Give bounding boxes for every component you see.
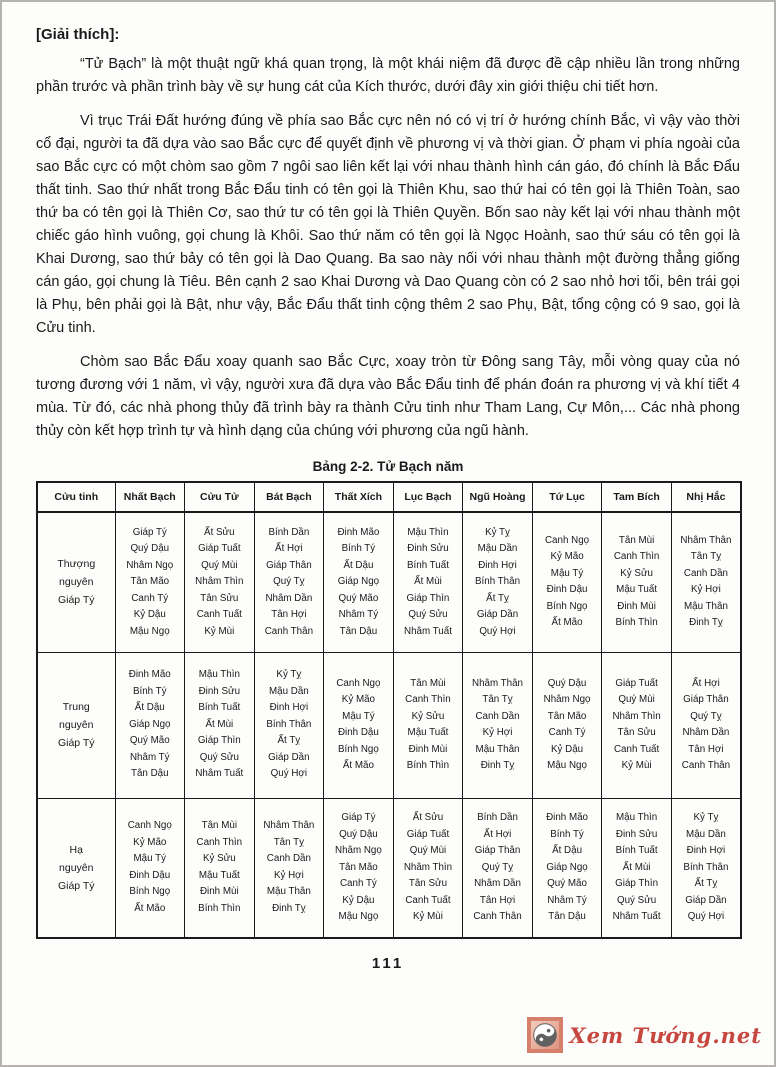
page-content: [2, 2, 774, 972]
table-cell: Đinh Mão Bính Tý Ất Dậu Giáp Ngọ Quý Mão Nhâm Tý Tân Dậu: [324, 512, 394, 652]
tu-bach-year-table: [36, 481, 742, 939]
column-header-5: Lục Bạch: [393, 482, 463, 512]
table-cell: Canh Ngọ Kỷ Mão Mậu Tý Đinh Dậu Bính Ngọ Ất Mão: [115, 798, 185, 938]
column-header-7: Tứ Lục: [532, 482, 602, 512]
table-cell: Ất Sửu Giáp Tuất Quý Mùi Nhâm Thìn Tân Sửu Canh Tuất Kỷ Mùi: [393, 798, 463, 938]
table-cell: Canh Ngọ Kỷ Mão Mậu Tý Đinh Dậu Bính Ngọ Ất Mão: [532, 512, 602, 652]
table-cell: Tân Mùi Canh Thìn Kỷ Sửu Mậu Tuất Đinh Mùi Bính Thìn: [393, 652, 463, 798]
column-header-8: Tam Bích: [602, 482, 672, 512]
table-cell: Tân Mùi Canh Thìn Kỷ Sửu Mậu Tuất Đinh Mùi Bính Thìn: [602, 512, 672, 652]
table-cell: Ất Hợi Giáp Thân Quý Tỵ Nhâm Dần Tân Hợi Canh Thân: [671, 652, 741, 798]
column-header-3: Bát Bạch: [254, 482, 324, 512]
section-heading: [Giải thích]:: [36, 26, 120, 43]
table-cell: Quý Dậu Nhâm Ngọ Tân Mão Canh Tý Kỷ Dậu Mậu Ngọ: [532, 652, 602, 798]
table-cell: Nhâm Thân Tân Tỵ Canh Dần Kỷ Hợi Mậu Thân Đinh Tỵ: [254, 798, 324, 938]
table-body: [37, 512, 741, 938]
table-header-row: [37, 482, 741, 512]
page-number: 111: [371, 955, 405, 972]
table-row-group-1: [37, 512, 741, 652]
table-cell: Ất Sửu Giáp Tuất Quý Mùi Nhâm Thìn Tân Sửu Canh Tuất Kỷ Mùi: [185, 512, 255, 652]
paragraph-2: Vì trục Trái Đất hướng đúng về phía sao Bắc cực nên nó có vị trí ở hướng chính Bắc, vì vậy vào thời cổ đại, người ta đã dựa vào sao Bắc cực để quyết định về phương vị và thời gian. Ở phạm vi phía ngoài của sao Bắc cực có một chòm sao gồm 7 ngôi sao liên kết lại với nhau thành hình cán gáo, đó chính là Bắc Đẩu thất tinh. Sao thứ nhất trong Bắc Đẩu tinh có tên gọi là Thiên Khu, sao thứ hai có tên gọi là Thiên Toàn, sao thứ ba có tên gọi là Thiên Cơ, sao thứ tư có tên gọi là Thiên Quyền. Bốn sao này kết lại với nhau thành một chiếc gáo hình vuông, gọi chung là Khôi. Sao thứ năm có tên gọi là Ngọc Hoành, sao thứ sáu có tên gọi là Khai Dương, sao thứ bảy có tên gọi là Dao Quang. Ba sao này nối với nhau thành một đường thẳng giống cán gáo, gọi chung là Tiêu. Bên cạnh 2 sao Khai Dương và Dao Quang còn có 2 sao nhỏ hơi tối, bên trái gọi là Phụ, bên phải gọi là Bật, như vậy, Bắc Đẩu thất tinh cộng thêm 2 sao Phụ, Bật, tổng cộng có 9 sao, gọi là Cửu tinh.: [36, 113, 740, 336]
row-group-label: Trung nguyên Giáp Tý: [37, 652, 115, 798]
table-cell: Nhâm Thân Tân Tỵ Canh Dần Kỷ Hợi Mậu Thân Đinh Tỵ: [463, 652, 533, 798]
table-cell: Canh Ngọ Kỷ Mão Mậu Tý Đinh Dậu Bính Ngọ Ất Mão: [324, 652, 394, 798]
column-header-2: Cửu Tử: [185, 482, 255, 512]
table-cell: Kỷ Tỵ Mậu Dần Đinh Hợi Bính Thân Ất Tỵ Giáp Dần Quý Hợi: [463, 512, 533, 652]
paragraph-1: “Tử Bạch” là một thuật ngữ khá quan trọng, là một khái niệm đã được đề cập nhiều lần trong những phần trước và phần trình bày về sự hung cát của Kích thước, dưới đây xin giới thiệu chi tiết hơn.: [36, 56, 740, 95]
column-header-9: Nhị Hắc: [671, 482, 741, 512]
table-cell: Mậu Thìn Đinh Sửu Bính Tuất Ất Mùi Giáp Thìn Quý Sửu Nhâm Tuất: [393, 512, 463, 652]
corner-header: Cửu tinh: [37, 482, 115, 512]
table-cell: Kỷ Tỵ Mậu Dần Đinh Hợi Bính Thân Ất Tỵ Giáp Dần Quý Hợi: [671, 798, 741, 938]
table-cell: Giáp Tý Quý Dậu Nhâm Ngọ Tân Mão Canh Tý Kỷ Dậu Mậu Ngọ: [324, 798, 394, 938]
table-cell: Bính Dần Ất Hợi Giáp Thân Quý Tỵ Nhâm Dần Tân Hợi Canh Thân: [463, 798, 533, 938]
table-cell: Mậu Thìn Đinh Sửu Bính Tuất Ất Mùi Giáp Thìn Quý Sửu Nhâm Tuất: [602, 798, 672, 938]
yin-yang-icon: [527, 1017, 563, 1053]
column-header-6: Ngũ Hoàng: [463, 482, 533, 512]
watermark: [527, 1017, 762, 1053]
row-group-label: Hạ nguyên Giáp Tý: [37, 798, 115, 938]
table-cell: Nhâm Thân Tân Tỵ Canh Dần Kỷ Hợi Mậu Thân Đinh Tỵ: [671, 512, 741, 652]
paragraph-3: Chòm sao Bắc Đẩu xoay quanh sao Bắc Cực, xoay tròn từ Đông sang Tây, mỗi vòng quay của nó tương đương với 1 năm, vì vậy, người xưa đã dựa vào Bắc Đẩu tinh để phán đoán ra phương vị và khí tiết 4 mùa. Từ đó, các nhà phong thủy đã trình bày ra thành Cửu tinh như Tham Lang, Cự Môn,... Các nhà phong thủy còn kết hợp trình tự và hình dạng của chúng với phương của ngũ hành.: [36, 354, 740, 439]
brand-text: Xem Tướng.net: [569, 1022, 762, 1048]
table-cell: Kỷ Tỵ Mậu Dần Đinh Hợi Bính Thân Ất Tỵ Giáp Dần Quý Hợi: [254, 652, 324, 798]
table-cell: Giáp Tý Quý Dậu Nhâm Ngọ Tân Mão Canh Tý Kỷ Dậu Mậu Ngọ: [115, 512, 185, 652]
table-cell: Đinh Mão Bính Tý Ất Dậu Giáp Ngọ Quý Mão Nhâm Tý Tân Dậu: [115, 652, 185, 798]
column-header-1: Nhất Bạch: [115, 482, 185, 512]
table-title: Bảng 2-2. Tử Bạch năm: [312, 459, 464, 474]
table-cell: Giáp Tuất Quý Mùi Nhâm Thìn Tân Sửu Canh Tuất Kỷ Mùi: [602, 652, 672, 798]
column-header-4: Thất Xích: [324, 482, 394, 512]
row-group-label: Thượng nguyên Giáp Tý: [37, 512, 115, 652]
table-row-group-3: [37, 798, 741, 938]
table-cell: Mậu Thìn Đinh Sửu Bính Tuất Ất Mùi Giáp Thìn Quý Sửu Nhâm Tuất: [185, 652, 255, 798]
table-cell: Tân Mùi Canh Thìn Kỷ Sửu Mậu Tuất Đinh Mùi Bính Thìn: [185, 798, 255, 938]
table-cell: Đinh Mão Bính Tý Ất Dậu Giáp Ngọ Quý Mão Nhâm Tý Tân Dậu: [532, 798, 602, 938]
table-row-group-2: [37, 652, 741, 798]
table-cell: Bính Dần Ất Hợi Giáp Thân Quý Tỵ Nhâm Dần Tân Hợi Canh Thân: [254, 512, 324, 652]
